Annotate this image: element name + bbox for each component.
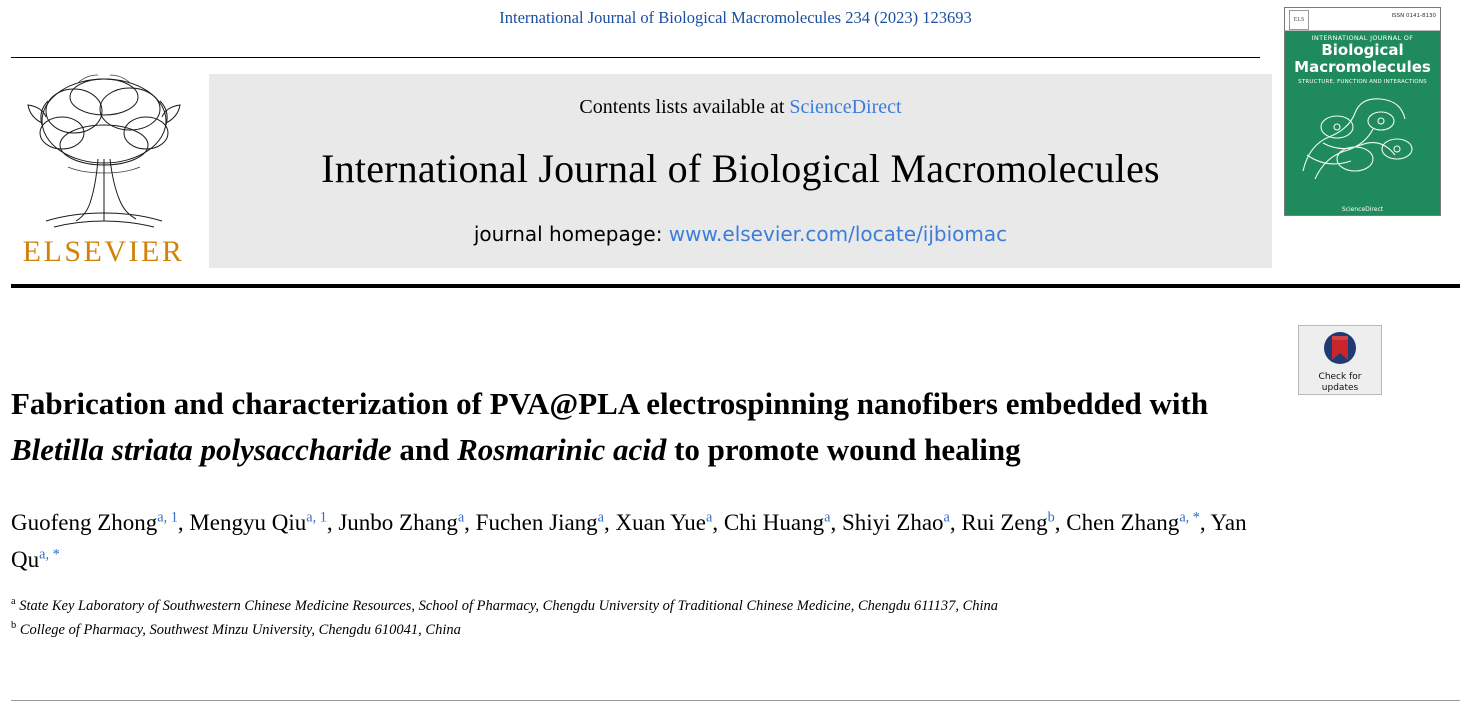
- author-separator: ,: [604, 509, 616, 535]
- affiliation-item: [11, 594, 1263, 617]
- homepage-prefix: journal homepage:: [473, 222, 669, 246]
- crossmark-label-line2: updates: [1321, 383, 1359, 394]
- author-entry[interactable]: [476, 510, 604, 535]
- cover-subtitle: STRUCTURE, FUNCTION AND INTERACTIONS: [1298, 78, 1427, 85]
- crossmark-icon: [1322, 330, 1358, 366]
- author-entry[interactable]: [616, 510, 713, 535]
- author-name: Mengyu Qiu: [189, 509, 307, 535]
- cover-header-text: INTERNATIONAL JOURNAL OF: [1311, 34, 1414, 42]
- author-list: [11, 504, 1263, 579]
- author-entry[interactable]: [1066, 510, 1200, 535]
- author-affil-marks[interactable]: a: [457, 509, 465, 526]
- affiliation-item: [11, 618, 1263, 641]
- author-name: Rui Zeng: [961, 509, 1048, 535]
- author-name: Shiyi Zhao: [841, 509, 944, 535]
- article-title: [11, 381, 1263, 474]
- elsevier-tree-icon: [18, 63, 190, 233]
- author-separator: ,: [464, 509, 476, 535]
- cover-body: [1285, 31, 1440, 215]
- masthead-top-rule: [11, 57, 1260, 58]
- author-name: Yan Qu: [11, 509, 1247, 573]
- footer-rule: [11, 700, 1460, 701]
- author-entry[interactable]: [961, 510, 1054, 535]
- author-affil-marks[interactable]: a: [943, 509, 950, 526]
- author-name: Chi Huang: [723, 509, 825, 535]
- journal-masthead: [11, 57, 1460, 287]
- author-separator: ,: [949, 509, 962, 535]
- article-header: [11, 360, 1263, 641]
- elsevier-logo: [11, 63, 196, 278]
- cover-footer-text: ScienceDirect: [1341, 206, 1384, 213]
- author-entry[interactable]: [189, 510, 327, 535]
- elsevier-wordmark: ELSEVIER: [22, 235, 185, 268]
- author-name: Xuan Yue: [615, 509, 706, 535]
- author-affil-marks[interactable]: a, 1: [157, 509, 178, 526]
- crossmark-badge[interactable]: [1298, 325, 1382, 395]
- author-affil-marks[interactable]: a: [824, 509, 831, 526]
- affiliation-mark: a: [11, 596, 16, 608]
- affiliation-text: College of Pharmacy, Southwest Minzu University, Chengdu 610041, China: [19, 621, 461, 638]
- author-entry[interactable]: [338, 510, 464, 535]
- journal-band: [209, 74, 1272, 268]
- title-italic-2: Rosmarinic acid: [457, 432, 667, 468]
- author-entry[interactable]: [11, 510, 178, 535]
- author-separator: ,: [326, 509, 339, 535]
- affiliation-mark: b: [11, 619, 17, 631]
- author-separator: ,: [1054, 509, 1067, 535]
- title-italic-1: Bletilla striata polysaccharide: [11, 432, 392, 468]
- author-separator: ,: [712, 509, 724, 535]
- title-segment-2: and: [391, 432, 458, 468]
- crossmark-label-line1: Check for: [1318, 372, 1362, 382]
- affiliation-text: State Key Laboratory of Southwestern Chinese Medicine Resources, School of Pharmacy, Chengdu University of Traditional Chinese Medicine, Chengdu 611137, China: [19, 598, 999, 615]
- author-separator: ,: [177, 509, 190, 535]
- journal-cover-thumbnail: [1284, 7, 1441, 216]
- sciencedirect-link[interactable]: ScienceDirect: [789, 96, 902, 118]
- author-name: Fuchen Jiang: [475, 509, 598, 535]
- author-affil-marks[interactable]: a: [705, 509, 713, 526]
- masthead-bottom-rule: [11, 284, 1460, 288]
- author-entry[interactable]: [724, 510, 831, 535]
- author-separator: ,: [1199, 509, 1211, 535]
- author-affil-marks[interactable]: a, 1: [306, 509, 327, 526]
- journal-homepage-link[interactable]: www.elsevier.com/locate/ijbiomac: [668, 222, 1008, 246]
- journal-homepage-line: [474, 222, 1007, 246]
- elsevier-mini-logo-icon: ELS: [1289, 10, 1309, 30]
- contents-line: [579, 96, 901, 119]
- contents-prefix: Contents lists available at: [579, 96, 790, 118]
- title-segment-3: to promote wound healing: [666, 432, 1021, 468]
- author-affil-marks[interactable]: b: [1047, 509, 1055, 526]
- title-segment-1: Fabrication and characterization of PVA@PLA electrospinning nanofibers embedded with: [11, 385, 1209, 421]
- author-name: Guofeng Zhong: [11, 509, 158, 535]
- author-entry[interactable]: [842, 510, 950, 535]
- cover-artwork-icon: [1285, 87, 1440, 199]
- cover-title-line1: Biological: [1321, 41, 1404, 59]
- author-affil-marks[interactable]: a, *: [39, 546, 60, 563]
- affiliation-list: [11, 594, 1263, 641]
- cover-header-strip: [1285, 8, 1440, 31]
- cover-issn: ISSN 0141-8130: [1391, 13, 1436, 19]
- author-affil-marks[interactable]: a: [597, 509, 604, 526]
- journal-title: International Journal of Biological Macromolecules: [321, 146, 1160, 191]
- author-affil-marks[interactable]: a, *: [1179, 509, 1200, 526]
- author-name: Chen Zhang: [1066, 509, 1180, 535]
- running-head: International Journal of Biological Macromolecules 234 (2023) 123693: [499, 8, 972, 27]
- author-name: Junbo Zhang: [338, 509, 458, 535]
- author-separator: ,: [830, 509, 842, 535]
- cover-title-line2: Macromolecules: [1294, 57, 1431, 76]
